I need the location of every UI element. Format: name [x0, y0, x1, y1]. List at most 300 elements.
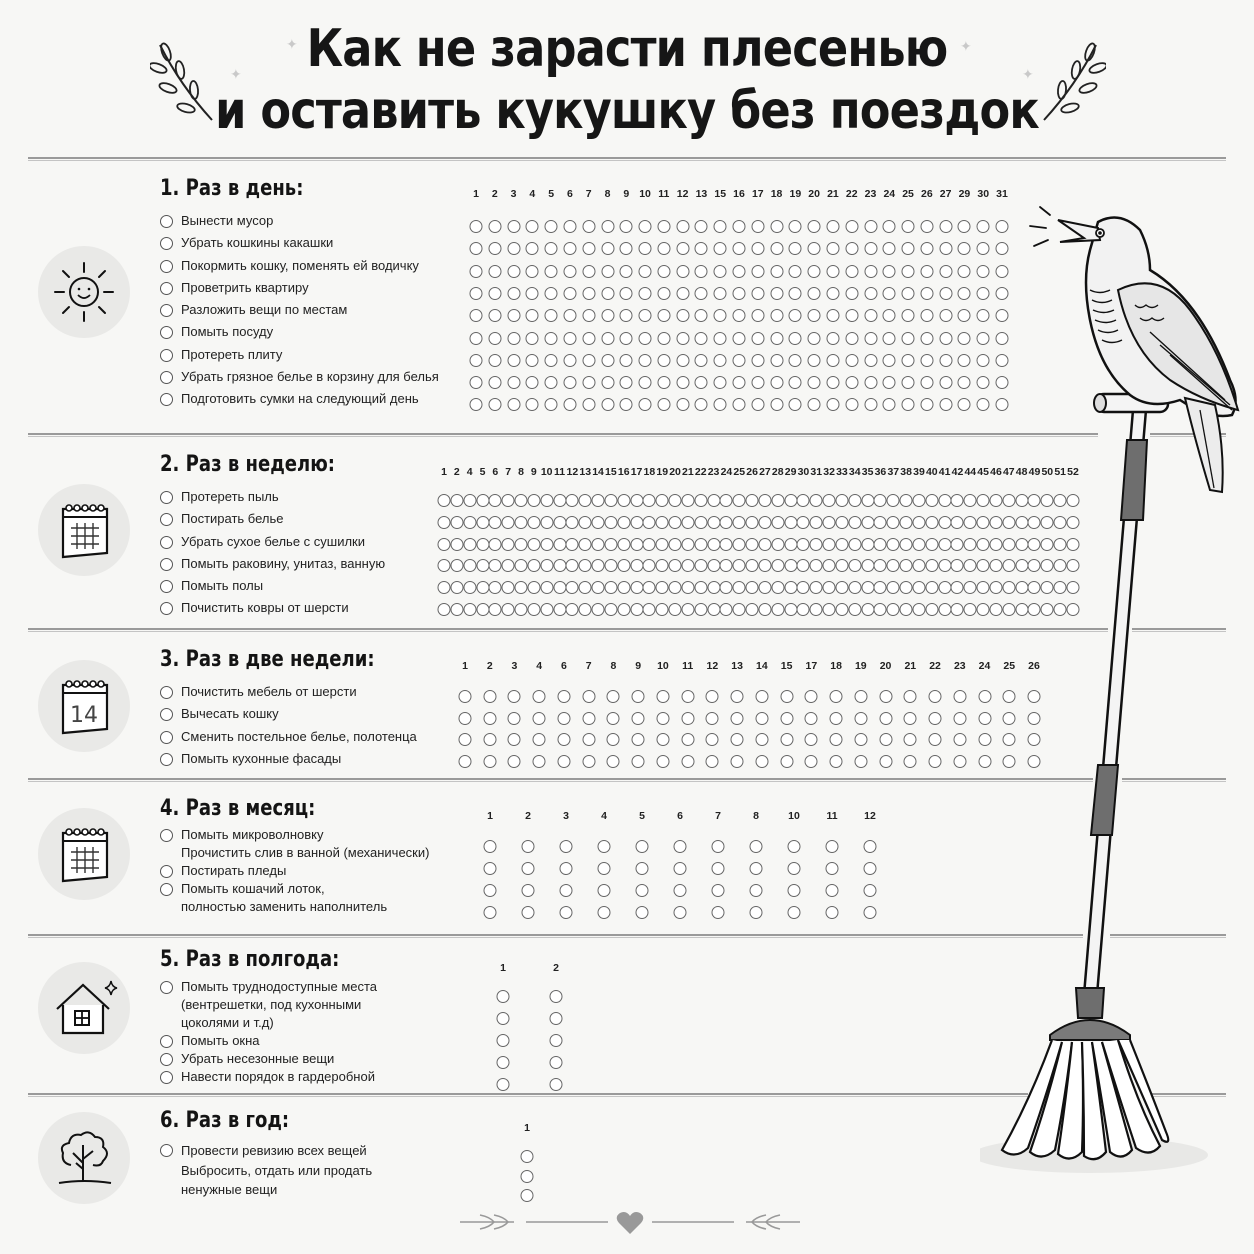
tracker-checkbox[interactable]	[845, 332, 858, 345]
tracker-checkbox[interactable]	[476, 581, 489, 594]
tracker-checkbox[interactable]	[507, 242, 520, 255]
tracker-checkbox[interactable]	[900, 603, 913, 616]
tracker-checkbox[interactable]	[920, 376, 933, 389]
tracker-checkbox[interactable]	[526, 287, 539, 300]
tracker-checkbox[interactable]	[958, 332, 971, 345]
tracker-checkbox[interactable]	[582, 265, 595, 278]
tracker-checkbox[interactable]	[553, 516, 566, 529]
tracker-checkbox[interactable]	[676, 242, 689, 255]
tracker-checkbox[interactable]	[771, 538, 784, 551]
tracker-checkbox[interactable]	[553, 559, 566, 572]
tracker-checkbox[interactable]	[808, 220, 821, 233]
tracker-checkbox[interactable]	[854, 690, 867, 703]
task-item[interactable]	[160, 597, 385, 619]
tracker-checkbox[interactable]	[751, 354, 764, 367]
tracker-checkbox[interactable]	[563, 376, 576, 389]
tracker-checkbox[interactable]	[904, 755, 917, 768]
tracker-checkbox[interactable]	[527, 538, 540, 551]
tracker-checkbox[interactable]	[848, 559, 861, 572]
tracker-checkbox[interactable]	[707, 603, 720, 616]
tracker-checkbox[interactable]	[669, 603, 682, 616]
task-item[interactable]	[160, 726, 417, 748]
tracker-checkbox[interactable]	[707, 559, 720, 572]
tracker-checkbox[interactable]	[438, 516, 451, 529]
tracker-checkbox[interactable]	[751, 242, 764, 255]
tracker-checkbox[interactable]	[823, 559, 836, 572]
tracker-checkbox[interactable]	[507, 332, 520, 345]
tracker-checkbox[interactable]	[826, 884, 839, 897]
tracker-checkbox[interactable]	[808, 242, 821, 255]
tracker-checkbox[interactable]	[563, 309, 576, 322]
tracker-checkbox[interactable]	[502, 603, 515, 616]
task-checkbox[interactable]	[160, 536, 173, 549]
tracker-checkbox[interactable]	[864, 906, 877, 919]
tracker-checkbox[interactable]	[900, 538, 913, 551]
tracker-checkbox[interactable]	[438, 603, 451, 616]
tracker-checkbox[interactable]	[545, 332, 558, 345]
task-item[interactable]	[160, 1032, 377, 1050]
tracker-checkbox[interactable]	[669, 494, 682, 507]
tracker-checkbox[interactable]	[476, 516, 489, 529]
tracker-checkbox[interactable]	[770, 242, 783, 255]
tracker-checkbox[interactable]	[563, 220, 576, 233]
tracker-checkbox[interactable]	[770, 309, 783, 322]
tracker-checkbox[interactable]	[887, 581, 900, 594]
tracker-checkbox[interactable]	[526, 332, 539, 345]
tracker-checkbox[interactable]	[797, 581, 810, 594]
task-item[interactable]	[160, 748, 417, 770]
tracker-checkbox[interactable]	[826, 376, 839, 389]
task-item[interactable]	[160, 1068, 377, 1086]
tracker-checkbox[interactable]	[533, 712, 546, 725]
tracker-checkbox[interactable]	[656, 603, 669, 616]
tracker-checkbox[interactable]	[459, 690, 472, 703]
tracker-checkbox[interactable]	[902, 354, 915, 367]
tracker-checkbox[interactable]	[920, 265, 933, 278]
task-checkbox[interactable]	[160, 1071, 173, 1084]
tracker-checkbox[interactable]	[845, 220, 858, 233]
tracker-checkbox[interactable]	[861, 581, 874, 594]
tracker-checkbox[interactable]	[826, 862, 839, 875]
tracker-checkbox[interactable]	[938, 516, 951, 529]
tracker-checkbox[interactable]	[874, 603, 887, 616]
tracker-checkbox[interactable]	[582, 376, 595, 389]
tracker-checkbox[interactable]	[883, 220, 896, 233]
tracker-checkbox[interactable]	[601, 354, 614, 367]
tracker-checkbox[interactable]	[681, 516, 694, 529]
tracker-checkbox[interactable]	[845, 354, 858, 367]
tracker-checkbox[interactable]	[557, 733, 570, 746]
tracker-checkbox[interactable]	[788, 884, 801, 897]
tracker-checkbox[interactable]	[488, 220, 501, 233]
tracker-checkbox[interactable]	[874, 559, 887, 572]
tracker-checkbox[interactable]	[601, 398, 614, 411]
tracker-checkbox[interactable]	[755, 690, 768, 703]
tracker-checkbox[interactable]	[639, 332, 652, 345]
tracker-checkbox[interactable]	[751, 309, 764, 322]
tracker-checkbox[interactable]	[733, 287, 746, 300]
task-checkbox[interactable]	[160, 215, 173, 228]
tracker-checkbox[interactable]	[861, 494, 874, 507]
task-item[interactable]	[160, 1141, 372, 1200]
task-checkbox[interactable]	[160, 1053, 173, 1066]
tracker-checkbox[interactable]	[489, 516, 502, 529]
tracker-checkbox[interactable]	[750, 862, 763, 875]
tracker-checkbox[interactable]	[854, 712, 867, 725]
tracker-checkbox[interactable]	[929, 690, 942, 703]
tracker-checkbox[interactable]	[617, 559, 630, 572]
tracker-checkbox[interactable]	[733, 538, 746, 551]
tracker-checkbox[interactable]	[771, 603, 784, 616]
tracker-checkbox[interactable]	[507, 376, 520, 389]
tracker-checkbox[interactable]	[470, 287, 483, 300]
tracker-checkbox[interactable]	[620, 354, 633, 367]
tracker-checkbox[interactable]	[788, 862, 801, 875]
tracker-checkbox[interactable]	[712, 862, 725, 875]
tracker-checkbox[interactable]	[810, 603, 823, 616]
tracker-checkbox[interactable]	[540, 581, 553, 594]
tracker-checkbox[interactable]	[582, 332, 595, 345]
tracker-checkbox[interactable]	[808, 376, 821, 389]
tracker-checkbox[interactable]	[470, 332, 483, 345]
tracker-checkbox[interactable]	[502, 559, 515, 572]
tracker-checkbox[interactable]	[592, 494, 605, 507]
tracker-checkbox[interactable]	[521, 1150, 534, 1163]
tracker-checkbox[interactable]	[845, 376, 858, 389]
tracker-checkbox[interactable]	[657, 309, 670, 322]
tracker-checkbox[interactable]	[887, 559, 900, 572]
tracker-checkbox[interactable]	[883, 287, 896, 300]
tracker-checkbox[interactable]	[515, 581, 528, 594]
tracker-checkbox[interactable]	[526, 242, 539, 255]
tracker-checkbox[interactable]	[676, 354, 689, 367]
tracker-checkbox[interactable]	[784, 538, 797, 551]
tracker-checkbox[interactable]	[953, 755, 966, 768]
tracker-checkbox[interactable]	[470, 309, 483, 322]
tracker-checkbox[interactable]	[938, 559, 951, 572]
tracker-checkbox[interactable]	[912, 538, 925, 551]
tracker-checkbox[interactable]	[746, 494, 759, 507]
tracker-checkbox[interactable]	[438, 538, 451, 551]
tracker-checkbox[interactable]	[484, 840, 497, 853]
tracker-checkbox[interactable]	[789, 265, 802, 278]
tracker-checkbox[interactable]	[920, 220, 933, 233]
tracker-checkbox[interactable]	[540, 494, 553, 507]
tracker-checkbox[interactable]	[508, 690, 521, 703]
tracker-checkbox[interactable]	[550, 1012, 563, 1025]
tracker-checkbox[interactable]	[929, 733, 942, 746]
tracker-checkbox[interactable]	[620, 332, 633, 345]
tracker-checkbox[interactable]	[604, 581, 617, 594]
tracker-checkbox[interactable]	[489, 559, 502, 572]
tracker-checkbox[interactable]	[526, 309, 539, 322]
tracker-checkbox[interactable]	[758, 603, 771, 616]
tracker-checkbox[interactable]	[601, 332, 614, 345]
tracker-checkbox[interactable]	[750, 884, 763, 897]
tracker-checkbox[interactable]	[771, 494, 784, 507]
tracker-checkbox[interactable]	[939, 309, 952, 322]
tracker-checkbox[interactable]	[695, 398, 708, 411]
tracker-checkbox[interactable]	[835, 494, 848, 507]
tracker-checkbox[interactable]	[912, 494, 925, 507]
tracker-checkbox[interactable]	[545, 242, 558, 255]
tracker-checkbox[interactable]	[925, 559, 938, 572]
tracker-checkbox[interactable]	[604, 603, 617, 616]
tracker-checkbox[interactable]	[676, 398, 689, 411]
tracker-checkbox[interactable]	[874, 494, 887, 507]
tracker-checkbox[interactable]	[835, 538, 848, 551]
tracker-checkbox[interactable]	[788, 906, 801, 919]
tracker-checkbox[interactable]	[681, 712, 694, 725]
tracker-checkbox[interactable]	[545, 220, 558, 233]
task-checkbox[interactable]	[160, 513, 173, 526]
tracker-checkbox[interactable]	[864, 332, 877, 345]
tracker-checkbox[interactable]	[553, 603, 566, 616]
tracker-checkbox[interactable]	[676, 220, 689, 233]
tracker-checkbox[interactable]	[566, 516, 579, 529]
tracker-checkbox[interactable]	[780, 755, 793, 768]
tracker-checkbox[interactable]	[714, 376, 727, 389]
tracker-checkbox[interactable]	[758, 516, 771, 529]
tracker-checkbox[interactable]	[459, 733, 472, 746]
tracker-checkbox[interactable]	[502, 581, 515, 594]
tracker-checkbox[interactable]	[522, 862, 535, 875]
tracker-checkbox[interactable]	[545, 265, 558, 278]
tracker-checkbox[interactable]	[582, 398, 595, 411]
tracker-checkbox[interactable]	[964, 603, 977, 616]
tracker-checkbox[interactable]	[883, 309, 896, 322]
tracker-checkbox[interactable]	[604, 494, 617, 507]
tracker-checkbox[interactable]	[826, 906, 839, 919]
tracker-checkbox[interactable]	[470, 242, 483, 255]
tracker-checkbox[interactable]	[805, 712, 818, 725]
tracker-checkbox[interactable]	[639, 398, 652, 411]
tracker-checkbox[interactable]	[755, 712, 768, 725]
task-item[interactable]	[160, 255, 439, 277]
tracker-checkbox[interactable]	[706, 690, 719, 703]
tracker-checkbox[interactable]	[714, 309, 727, 322]
tracker-checkbox[interactable]	[527, 603, 540, 616]
tracker-checkbox[interactable]	[797, 559, 810, 572]
tracker-checkbox[interactable]	[758, 581, 771, 594]
tracker-checkbox[interactable]	[797, 516, 810, 529]
tracker-checkbox[interactable]	[674, 862, 687, 875]
tracker-checkbox[interactable]	[864, 287, 877, 300]
tracker-checkbox[interactable]	[601, 287, 614, 300]
tracker-checkbox[interactable]	[540, 516, 553, 529]
tracker-checkbox[interactable]	[563, 354, 576, 367]
tracker-checkbox[interactable]	[746, 603, 759, 616]
tracker-checkbox[interactable]	[694, 581, 707, 594]
tracker-checkbox[interactable]	[808, 332, 821, 345]
tracker-checkbox[interactable]	[643, 559, 656, 572]
tracker-checkbox[interactable]	[848, 494, 861, 507]
tracker-checkbox[interactable]	[823, 581, 836, 594]
tracker-checkbox[interactable]	[489, 581, 502, 594]
tracker-checkbox[interactable]	[830, 690, 843, 703]
tracker-checkbox[interactable]	[714, 287, 727, 300]
tracker-checkbox[interactable]	[951, 559, 964, 572]
tracker-checkbox[interactable]	[488, 398, 501, 411]
tracker-checkbox[interactable]	[601, 265, 614, 278]
tracker-checkbox[interactable]	[533, 755, 546, 768]
tracker-checkbox[interactable]	[733, 376, 746, 389]
tracker-checkbox[interactable]	[657, 265, 670, 278]
tracker-checkbox[interactable]	[939, 220, 952, 233]
tracker-checkbox[interactable]	[706, 755, 719, 768]
tracker-checkbox[interactable]	[854, 755, 867, 768]
tracker-checkbox[interactable]	[566, 603, 579, 616]
tracker-checkbox[interactable]	[656, 690, 669, 703]
tracker-checkbox[interactable]	[507, 265, 520, 278]
tracker-checkbox[interactable]	[964, 494, 977, 507]
tracker-checkbox[interactable]	[515, 559, 528, 572]
tracker-checkbox[interactable]	[864, 242, 877, 255]
tracker-checkbox[interactable]	[733, 559, 746, 572]
tracker-checkbox[interactable]	[788, 840, 801, 853]
tracker-checkbox[interactable]	[835, 516, 848, 529]
tracker-checkbox[interactable]	[695, 354, 708, 367]
tracker-checkbox[interactable]	[522, 906, 535, 919]
tracker-checkbox[interactable]	[784, 581, 797, 594]
tracker-checkbox[interactable]	[714, 220, 727, 233]
tracker-checkbox[interactable]	[476, 494, 489, 507]
tracker-checkbox[interactable]	[592, 603, 605, 616]
tracker-checkbox[interactable]	[582, 309, 595, 322]
tracker-checkbox[interactable]	[939, 287, 952, 300]
tracker-checkbox[interactable]	[601, 242, 614, 255]
tracker-checkbox[interactable]	[920, 398, 933, 411]
tracker-checkbox[interactable]	[657, 376, 670, 389]
tracker-checkbox[interactable]	[706, 733, 719, 746]
tracker-checkbox[interactable]	[808, 265, 821, 278]
tracker-checkbox[interactable]	[695, 242, 708, 255]
tracker-checkbox[interactable]	[607, 690, 620, 703]
tracker-checkbox[interactable]	[681, 494, 694, 507]
tracker-checkbox[interactable]	[929, 755, 942, 768]
tracker-checkbox[interactable]	[656, 733, 669, 746]
tracker-checkbox[interactable]	[438, 581, 451, 594]
tracker-checkbox[interactable]	[770, 287, 783, 300]
tracker-checkbox[interactable]	[925, 494, 938, 507]
tracker-checkbox[interactable]	[515, 516, 528, 529]
tracker-checkbox[interactable]	[630, 603, 643, 616]
tracker-checkbox[interactable]	[720, 559, 733, 572]
tracker-checkbox[interactable]	[830, 755, 843, 768]
tracker-checkbox[interactable]	[887, 603, 900, 616]
tracker-checkbox[interactable]	[951, 581, 964, 594]
tracker-checkbox[interactable]	[607, 733, 620, 746]
tracker-checkbox[interactable]	[823, 538, 836, 551]
tracker-checkbox[interactable]	[497, 1034, 510, 1047]
tracker-checkbox[interactable]	[607, 712, 620, 725]
tracker-checkbox[interactable]	[604, 516, 617, 529]
tracker-checkbox[interactable]	[939, 242, 952, 255]
task-item[interactable]	[160, 553, 385, 575]
tracker-checkbox[interactable]	[770, 265, 783, 278]
tracker-checkbox[interactable]	[582, 690, 595, 703]
tracker-checkbox[interactable]	[938, 581, 951, 594]
tracker-checkbox[interactable]	[810, 494, 823, 507]
tracker-checkbox[interactable]	[604, 538, 617, 551]
tracker-checkbox[interactable]	[758, 494, 771, 507]
tracker-checkbox[interactable]	[550, 990, 563, 1003]
tracker-checkbox[interactable]	[695, 332, 708, 345]
tracker-checkbox[interactable]	[912, 559, 925, 572]
tracker-checkbox[interactable]	[797, 538, 810, 551]
tracker-checkbox[interactable]	[810, 538, 823, 551]
tracker-checkbox[interactable]	[483, 690, 496, 703]
tracker-checkbox[interactable]	[789, 398, 802, 411]
tracker-checkbox[interactable]	[643, 494, 656, 507]
tracker-checkbox[interactable]	[797, 603, 810, 616]
task-checkbox[interactable]	[160, 260, 173, 273]
tracker-checkbox[interactable]	[489, 603, 502, 616]
tracker-checkbox[interactable]	[784, 603, 797, 616]
tracker-checkbox[interactable]	[848, 538, 861, 551]
tracker-checkbox[interactable]	[879, 690, 892, 703]
tracker-checkbox[interactable]	[533, 733, 546, 746]
tracker-checkbox[interactable]	[507, 354, 520, 367]
task-item[interactable]	[160, 703, 417, 725]
tracker-checkbox[interactable]	[883, 242, 896, 255]
tracker-checkbox[interactable]	[714, 265, 727, 278]
task-checkbox[interactable]	[160, 686, 173, 699]
tracker-checkbox[interactable]	[733, 332, 746, 345]
tracker-checkbox[interactable]	[582, 712, 595, 725]
tracker-checkbox[interactable]	[826, 242, 839, 255]
tracker-checkbox[interactable]	[557, 755, 570, 768]
task-item[interactable]	[160, 232, 439, 254]
task-item[interactable]	[160, 880, 429, 916]
tracker-checkbox[interactable]	[805, 733, 818, 746]
tracker-checkbox[interactable]	[488, 376, 501, 389]
tracker-checkbox[interactable]	[502, 516, 515, 529]
task-checkbox[interactable]	[160, 602, 173, 615]
tracker-checkbox[interactable]	[563, 265, 576, 278]
tracker-checkbox[interactable]	[579, 516, 592, 529]
tracker-checkbox[interactable]	[566, 581, 579, 594]
tracker-checkbox[interactable]	[805, 690, 818, 703]
tracker-checkbox[interactable]	[527, 559, 540, 572]
tracker-checkbox[interactable]	[488, 332, 501, 345]
tracker-checkbox[interactable]	[733, 220, 746, 233]
task-item[interactable]	[160, 575, 385, 597]
task-checkbox[interactable]	[160, 981, 173, 994]
tracker-checkbox[interactable]	[601, 309, 614, 322]
tracker-checkbox[interactable]	[826, 265, 839, 278]
tracker-checkbox[interactable]	[826, 354, 839, 367]
tracker-checkbox[interactable]	[861, 559, 874, 572]
task-checkbox[interactable]	[160, 237, 173, 250]
tracker-checkbox[interactable]	[522, 840, 535, 853]
tracker-checkbox[interactable]	[515, 494, 528, 507]
tracker-checkbox[interactable]	[579, 603, 592, 616]
tracker-checkbox[interactable]	[450, 516, 463, 529]
tracker-checkbox[interactable]	[450, 494, 463, 507]
tracker-checkbox[interactable]	[515, 603, 528, 616]
tracker-checkbox[interactable]	[488, 354, 501, 367]
tracker-checkbox[interactable]	[731, 690, 744, 703]
tracker-checkbox[interactable]	[566, 538, 579, 551]
tracker-checkbox[interactable]	[854, 733, 867, 746]
tracker-checkbox[interactable]	[598, 884, 611, 897]
tracker-checkbox[interactable]	[639, 265, 652, 278]
tracker-checkbox[interactable]	[835, 603, 848, 616]
tracker-checkbox[interactable]	[823, 494, 836, 507]
tracker-checkbox[interactable]	[579, 538, 592, 551]
tracker-checkbox[interactable]	[746, 581, 759, 594]
